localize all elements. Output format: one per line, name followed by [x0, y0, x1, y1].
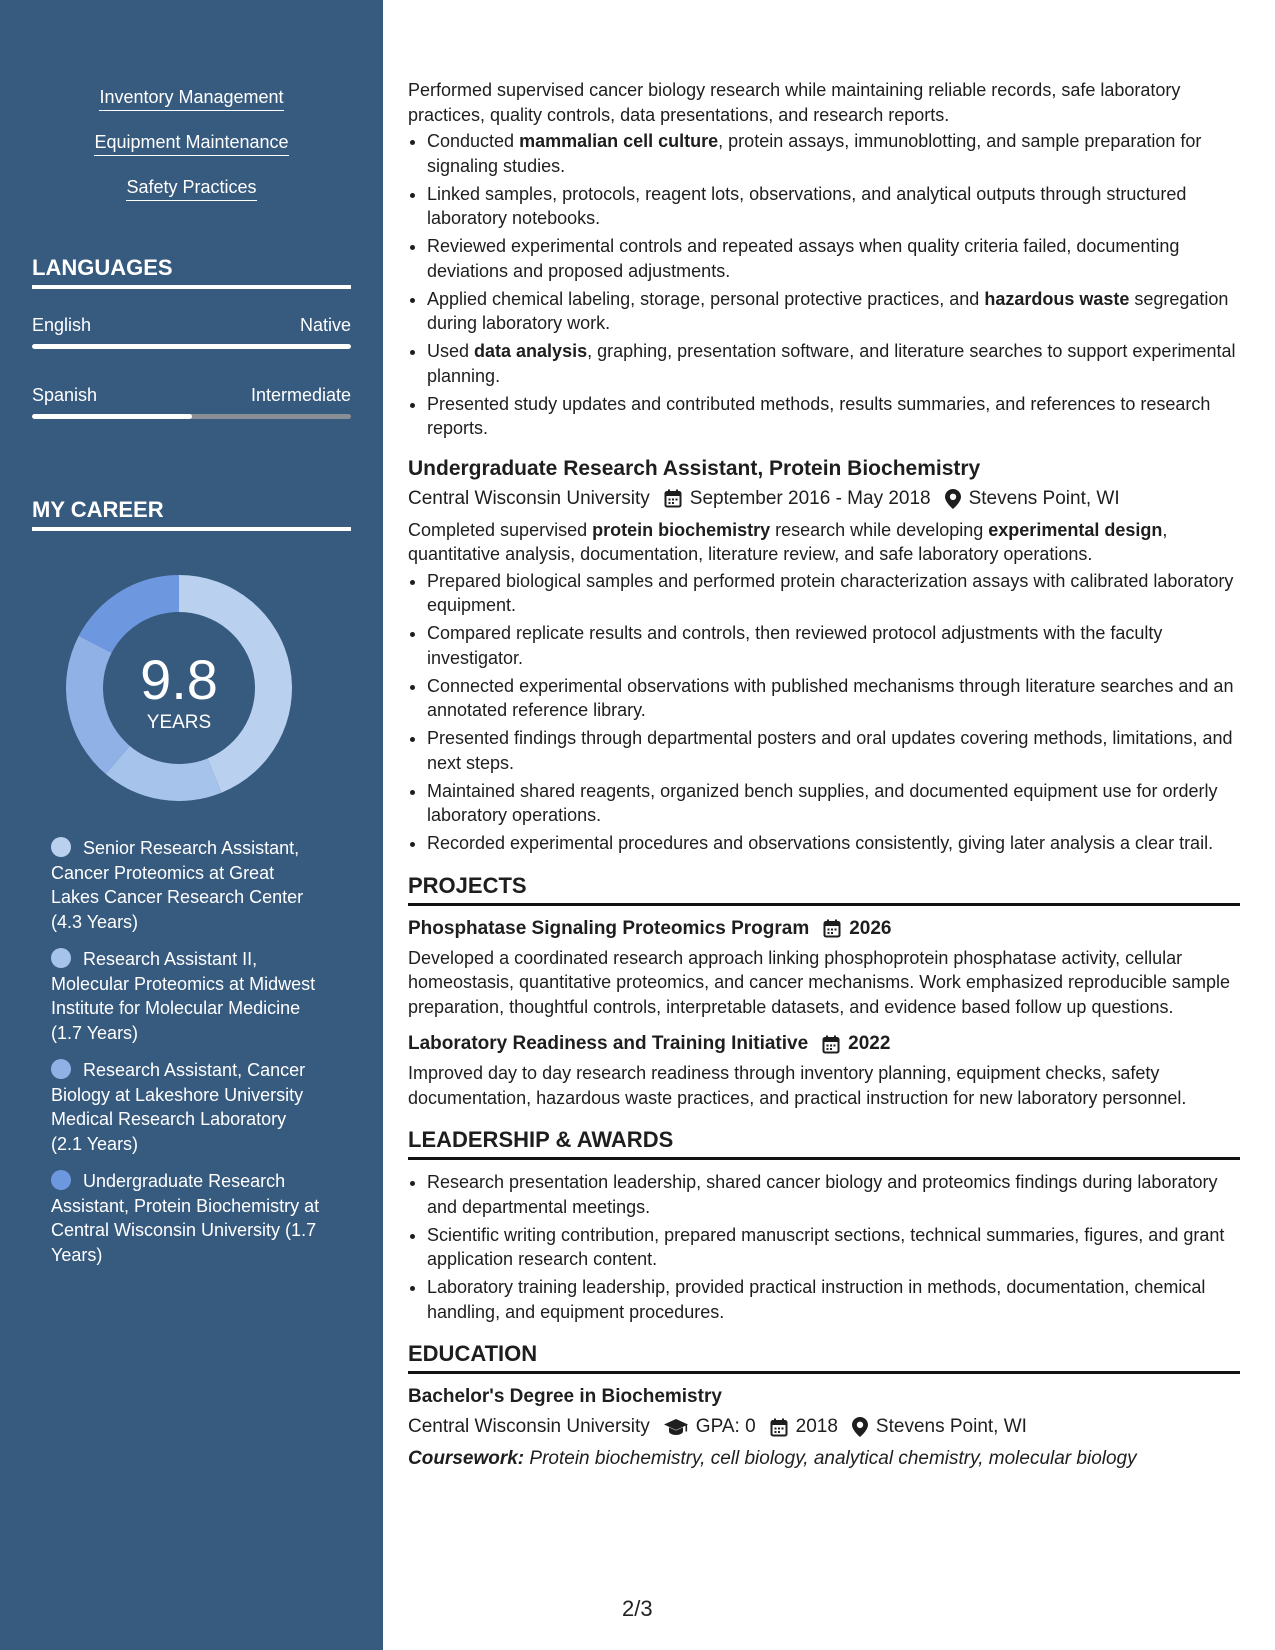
- role-org: Central Wisconsin University: [408, 487, 650, 509]
- language-bar-spanish: [32, 414, 351, 419]
- career-item: [51, 1169, 321, 1267]
- language-name: Spanish: [32, 385, 98, 405]
- career-total-years: 9.8: [140, 648, 218, 711]
- role-bullets: [408, 569, 1240, 856]
- leadership-item: • Scientific writing contribution, prepared manuscript sections, technical summaries, figures, and grant application research content.: [427, 1223, 1240, 1272]
- language-bar-fill: [32, 344, 351, 349]
- career-list: [51, 836, 321, 1280]
- career-item: [51, 836, 321, 934]
- education-heading: EDUCATION: [408, 1340, 1240, 1374]
- role-location: Stevens Point, WI: [968, 487, 1120, 509]
- skill-label: Inventory Management: [99, 86, 283, 111]
- language-row-spanish: [32, 384, 351, 406]
- bullet-item: • Used data analysis, graphing, presentation software, and literature searches to support experimental planning.: [427, 339, 1240, 388]
- page-number: 2/3: [622, 1596, 653, 1621]
- coursework-label: Coursework:: [408, 1448, 525, 1469]
- sidebar: [0, 0, 383, 1650]
- donut-segment-3: [79, 575, 179, 653]
- career-total-unit: YEARS: [146, 712, 212, 733]
- experience-bullets: [408, 129, 1240, 441]
- skill-item: [0, 86, 383, 131]
- languages-heading: LANGUAGES: [32, 254, 351, 289]
- main-content: [408, 78, 1240, 1472]
- leadership-item: • Research presentation leadership, shared cancer biology and proteomics findings during laboratory and departmental meetings.: [427, 1170, 1240, 1219]
- role-dates: September 2016 - May 2018: [689, 487, 931, 509]
- skills-list: [0, 86, 383, 221]
- language-row-english: [32, 314, 351, 336]
- skill-label: Safety Practices: [126, 176, 256, 201]
- bullet-item: • Conducted mammalian cell culture, protein assays, immunoblotting, and sample preparation for signaling studies.: [427, 129, 1240, 178]
- project-title: Phosphatase Signaling Proteomics Program: [408, 917, 810, 939]
- leadership-heading: LEADERSHIP & AWARDS: [408, 1126, 1240, 1160]
- leadership-bullets: [408, 1170, 1240, 1324]
- graduation-cap-icon: [664, 1418, 688, 1436]
- language-level: Native: [299, 315, 351, 335]
- donut-segment-2: [66, 636, 130, 774]
- bold-emphasis: data analysis: [474, 341, 588, 361]
- experience-summary: Performed supervised cancer biology research while maintaining reliable records, safe laboratory practices, quality controls, data presentations, and research reports.: [408, 80, 1181, 125]
- bold-emphasis: mammalian cell culture: [519, 131, 719, 151]
- bullet-item: • Presented findings through departmental posters and oral updates covering methods, limitations, and next steps.: [427, 726, 1240, 775]
- career-heading: MY CAREER: [32, 496, 351, 531]
- project-item: [408, 916, 1240, 1020]
- career-item-text: Research Assistant II, Molecular Proteomics at Midwest Institute for Molecular Medicine (1.7 Years): [51, 949, 316, 1043]
- location-pin-icon: [852, 1417, 868, 1437]
- calendar-icon: [823, 919, 841, 938]
- bold-emphasis: hazardous waste: [984, 288, 1130, 309]
- coursework-text: Protein biochemistry, cell biology, analytical chemistry, molecular biology: [529, 1448, 1137, 1469]
- education-school: Central Wisconsin University: [408, 1416, 650, 1437]
- education-year: 2018: [795, 1416, 838, 1437]
- bullet-item: • Presented study updates and contributed methods, results summaries, and references to research reports.: [427, 392, 1240, 441]
- location-pin-icon: [945, 489, 961, 509]
- career-item-text: Research Assistant, Cancer Biology at Lakeshore University Medical Research Laboratory (2.1 Years): [51, 1060, 306, 1154]
- language-bar-fill: [32, 414, 192, 419]
- language-level: Intermediate: [250, 385, 351, 405]
- bullet-item: • Reviewed experimental controls and repeated assays when quality criteria failed, documenting deviations and proposed adjustments.: [427, 234, 1240, 283]
- role-summary: Completed supervised protein biochemistry research while developing experimental design, quantitative analysis, documentation, literature review, and safe laboratory operations.: [408, 519, 1168, 564]
- skill-item: [0, 131, 383, 176]
- language-bar-english: [32, 344, 351, 349]
- bullet-item: • Applied chemical labeling, storage, personal protective practices, and hazardous waste segregation during laboratory work.: [427, 287, 1240, 336]
- education-meta: [408, 1414, 1240, 1440]
- career-dot-icon: [51, 1170, 71, 1190]
- project-year: 2026: [849, 917, 892, 939]
- bullet-item: • Connected experimental observations with published mechanisms through literature searches and an annotated reference library.: [427, 674, 1240, 723]
- bullet-item: • Prepared biological samples and performed protein characterization assays with calibrated laboratory equipment.: [427, 569, 1240, 618]
- role-meta: [408, 486, 1240, 512]
- calendar-icon: [770, 1418, 788, 1437]
- role-title: Undergraduate Research Assistant, Protein Biochemistry: [408, 456, 981, 480]
- bold-emphasis: protein biochemistry: [592, 519, 771, 540]
- bullet-item: • Compared replicate results and controls, then reviewed protocol adjustments with the faculty investigator.: [427, 621, 1240, 670]
- bullet-item: • Maintained shared reagents, organized bench supplies, and documented equipment use for orderly laboratory operations.: [427, 779, 1240, 828]
- career-item-text: Senior Research Assistant, Cancer Proteomics at Great Lakes Cancer Research Center (4.3 Years): [51, 838, 304, 932]
- language-name: English: [32, 315, 92, 335]
- career-dot-icon: [51, 837, 71, 857]
- project-item: [408, 1031, 1240, 1110]
- career-item: [51, 1058, 321, 1156]
- bullet-item: • Recorded experimental procedures and observations consistently, giving later analysis a clear trail.: [427, 831, 1240, 856]
- bold-emphasis: experimental design: [988, 519, 1163, 540]
- calendar-icon: [664, 489, 682, 508]
- degree-title: Bachelor's Degree in Biochemistry: [408, 1386, 722, 1407]
- project-description: Developed a coordinated research approach linking phosphoprotein phosphatase activity, cellular homeostasis, quantitative proteomics, and cancer mechanisms. Work emphasized reproducible sample preparation, thoughtful controls, interpretable datasets, and evidence based follow up questions.: [408, 947, 1231, 1017]
- bullet-item: • Linked samples, protocols, reagent lots, observations, and analytical outputs through structured laboratory notebooks.: [427, 182, 1240, 231]
- skill-item: [0, 176, 383, 221]
- career-donut-chart: [66, 575, 292, 801]
- donut-segment-1: [106, 746, 222, 801]
- education-location: Stevens Point, WI: [875, 1416, 1027, 1437]
- career-item: [51, 947, 321, 1045]
- leadership-item: • Laboratory training leadership, provided practical instruction in methods, documentation, chemical handling, and equipment procedures.: [427, 1275, 1240, 1324]
- project-title: Laboratory Readiness and Training Initiative: [408, 1033, 809, 1054]
- career-dot-icon: [51, 948, 71, 968]
- education-gpa: GPA: 0: [695, 1416, 756, 1437]
- skill-label: Equipment Maintenance: [94, 131, 288, 156]
- calendar-icon: [822, 1035, 840, 1054]
- project-title-row: [408, 1031, 1240, 1057]
- career-dot-icon: [51, 1059, 71, 1079]
- coursework: [408, 1446, 1240, 1472]
- career-item-text: Undergraduate Research Assistant, Protein Biochemistry at Central Wisconsin University (1.7 Years): [51, 1171, 320, 1265]
- projects-heading: PROJECTS: [408, 872, 1240, 906]
- project-description: Improved day to day research readiness through inventory planning, equipment checks, safety documentation, hazardous waste practices, and practical instruction for new laboratory personnel.: [408, 1063, 1187, 1108]
- project-year: 2022: [848, 1033, 891, 1054]
- project-title-row: [408, 916, 1240, 942]
